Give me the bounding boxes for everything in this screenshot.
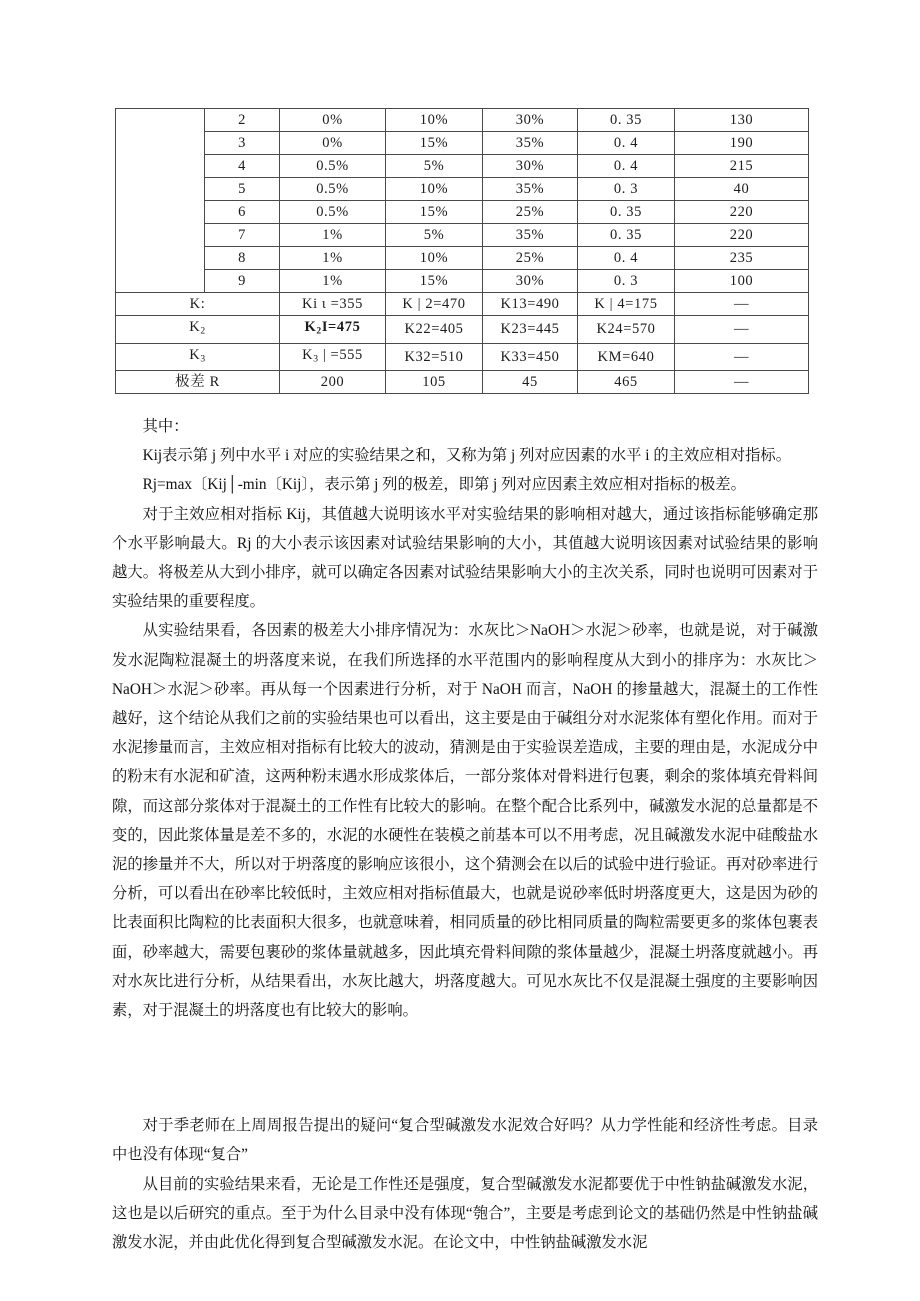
cell-sand-ratio: 25%: [483, 247, 578, 270]
paragraph-answer: 从目前的实验结果来看，无论是工作性还是强度，复合型碱激发水泥都要优于中性钠盐碱激发水泥，这也是以后研究的重点。至于为什么目录中没有体现“匏合”，主要是考虑到论文的基础仍然是中性钠盐碱激发水泥，并由此优化得到复合型碱激发水泥。在论文中，中性钠盐碱激发水泥: [112, 1175, 818, 1252]
cell-naoh: 1%: [280, 270, 386, 293]
orthogonal-test-table: [115, 108, 809, 394]
cell-slump: 190: [675, 132, 809, 155]
cell-k1-col5: —: [675, 293, 809, 316]
cell-water-cement: 0. 35: [578, 201, 675, 224]
cell-naoh: 0%: [280, 109, 386, 132]
orthogonal-test-table-wrapper: [115, 108, 801, 394]
table-row-k3: [116, 343, 809, 371]
cell-k3-col2: K32=510: [386, 343, 483, 371]
paragraph-spacer: [112, 1025, 818, 1111]
cell-k3-col1: $K_3$ | =555: [280, 343, 386, 371]
cell-cement: 10%: [386, 109, 483, 132]
cell-sand-ratio: 35%: [483, 178, 578, 201]
table-row-range: [116, 371, 809, 394]
cell-cement: 10%: [386, 178, 483, 201]
cell-slump: 235: [675, 247, 809, 270]
document-body: [112, 412, 818, 1257]
cell-cement: 15%: [386, 132, 483, 155]
cell-test-no: 8: [205, 247, 280, 270]
cell-naoh: 0.5%: [280, 155, 386, 178]
cell-cement: 10%: [386, 247, 483, 270]
cell-naoh: 1%: [280, 224, 386, 247]
cell-k2-col3: K23=445: [483, 316, 578, 344]
cell-test-no: 3: [205, 132, 280, 155]
cell-k2-col4: K24=570: [578, 316, 675, 344]
table-row-k2: [116, 316, 809, 344]
cell-naoh: 0.5%: [280, 201, 386, 224]
cell-water-cement: 0. 3: [578, 178, 675, 201]
paragraph-qizhong: 其中：: [142, 418, 189, 435]
cell-slump: 40: [675, 178, 809, 201]
table-row: [116, 109, 809, 132]
cell-k2-col2: K22=405: [386, 316, 483, 344]
cell-range-col3: 45: [483, 371, 578, 394]
cell-k3-col5: —: [675, 343, 809, 371]
cell-slump: 100: [675, 270, 809, 293]
table-row-k1: [116, 293, 809, 316]
cell-k1-col3: K13=490: [483, 293, 578, 316]
merged-empty-cell: [116, 109, 205, 293]
cell-naoh: 0.5%: [280, 178, 386, 201]
cell-test-no: 2: [205, 109, 280, 132]
cell-cement: 15%: [386, 201, 483, 224]
cell-range-label: 极差 R: [116, 371, 280, 394]
cell-water-cement: 0. 4: [578, 155, 675, 178]
cell-sand-ratio: 30%: [483, 109, 578, 132]
table-row: [116, 224, 809, 247]
table-row: [116, 270, 809, 293]
cell-water-cement: 0. 4: [578, 132, 675, 155]
table-body: [116, 109, 809, 394]
cell-k1-col1: Ki ι =355: [280, 293, 386, 316]
cell-water-cement: 0. 35: [578, 109, 675, 132]
cell-test-no: 4: [205, 155, 280, 178]
cell-water-cement: 0. 3: [578, 270, 675, 293]
cell-sand-ratio: 30%: [483, 155, 578, 178]
cell-water-cement: 0. 35: [578, 224, 675, 247]
cell-range-col5: —: [675, 371, 809, 394]
cell-cement: 15%: [386, 270, 483, 293]
cell-k3-col4: KM=640: [578, 343, 675, 371]
cell-test-no: 9: [205, 270, 280, 293]
paragraph-teacher-question: 对于季老师在上周周报告提出的疑问“复合型碱激发水泥效合好吗？从力学性能和经济性考虑。目录中也没有体现“复合”: [112, 1117, 818, 1164]
cell-sand-ratio: 25%: [483, 201, 578, 224]
cell-water-cement: 0. 4: [578, 247, 675, 270]
cell-k3-label: $K_3$: [116, 343, 280, 371]
cell-slump: 220: [675, 224, 809, 247]
table-row: [116, 247, 809, 270]
cell-slump: 220: [675, 201, 809, 224]
cell-k1-col2: K | 2=470: [386, 293, 483, 316]
paragraph-main-effect-discussion: 对于主效应相对指标 Kij，其值越大说明该水平对实验结果的影响相对越大，通过该指标能够确定那个水平影响最大。Rj 的大小表示该因素对试验结果影响的大小，其值越大说明该因素对试验结果的影响越大。将极差从大到小排序，就可以确定各因素对试验结果影响大小的主次关系，同时也说明可因素对于实验结果的重要程度。: [112, 505, 818, 611]
cell-k2-col5: —: [675, 316, 809, 344]
cell-k1-label: K:: [116, 293, 280, 316]
cell-sand-ratio: 35%: [483, 132, 578, 155]
cell-range-col1: 200: [280, 371, 386, 394]
table-row: [116, 132, 809, 155]
table-row: [116, 155, 809, 178]
paragraph-rj-definition: Rj=max〔Kij│-min〔Kij〕，表示第 j 列的极差，即第 j 列对应因素主效应相对指标的极差。: [142, 476, 746, 494]
cell-sand-ratio: 30%: [483, 270, 578, 293]
cell-slump: 215: [675, 155, 809, 178]
cell-test-no: 5: [205, 178, 280, 201]
cell-test-no: 6: [205, 201, 280, 224]
cell-cement: 5%: [386, 224, 483, 247]
cell-range-col4: 465: [578, 371, 675, 394]
cell-naoh: 1%: [280, 247, 386, 270]
cell-naoh: 0%: [280, 132, 386, 155]
paragraph-range-ordering-analysis: 从实验结果看，各因素的极差大小排序情况为：水灰比＞NaOH＞水泥＞砂率，也就是说，对于碱激发水泥陶粒混凝土的坍落度来说，在我们所选择的水平范围内的影响程度从大到小的排序为：水灰比＞NaOH＞水泥＞砂率。再从每一个因素进行分析，对于 NaOH 而言，NaOH 的掺量越大，混凝土的工作性越好，这个结论从我们之前的实验结果也可以看出，这主要是由于碱组分对水泥浆体有塑化作用。而对于水泥掺量而言，主效应相对指标有比较大的波动，猜测是由于实验误差造成，主要的理由是，水泥成分中的粉末有水泥和矿渣，这两种粉末遇水形成浆体后，一部分浆体对骨料进行包裹，剩余的浆体填充骨料间隙，而这部分浆体对于混凝土的工作性有比较大的影响。在整个配合比系列中，碱激发水泥的总量都是不变的，因此浆体量是差不多的，水泥的水硬性在装模之前基本可以不用考虑，况且碱激发水泥中硅酸盐水泥的掺量并不大，所以对于坍落度的影响应该很小，这个猜测会在以后的试验中进行验证。再对砂率进行分析，可以看出在砂率比较低时，主效应相对指标值最大，也就是说砂率低时坍落度更大，这是因为砂的比表面积比陶粒的比表面积大很多，也就意味着，相同质量的砂比相同质量的陶粒需要更多的浆体包裹表面，砂率越大，需要包裹砂的浆体量就越多，因此填充骨料间隙的浆体量越少，混凝土坍落度就越小。再对水灰比进行分析，从结果看出，水灰比越大，坍落度越大。可见水灰比不仅是混凝土强度的主要影响因素，对于混凝土的坍落度也有比较大的影响。: [112, 622, 819, 1020]
paragraph-kij-definition: Kij表示第 j 列中水平 i 对应的实验结果之和，又称为第 j 列对应因素的水平 i 的主效应相对指标。: [142, 447, 792, 465]
cell-test-no: 7: [205, 224, 280, 247]
cell-cement: 5%: [386, 155, 483, 178]
cell-sand-ratio: 35%: [483, 224, 578, 247]
cell-k3-col3: K33=450: [483, 343, 578, 371]
cell-k2-label: $K_2$: [116, 316, 280, 344]
table-row: [116, 201, 809, 224]
cell-range-col2: 105: [386, 371, 483, 394]
table-row: [116, 178, 809, 201]
cell-slump: 130: [675, 109, 809, 132]
cell-k2-col1: $K_2I=475$: [280, 316, 386, 344]
cell-k1-col4: K | 4=175: [578, 293, 675, 316]
